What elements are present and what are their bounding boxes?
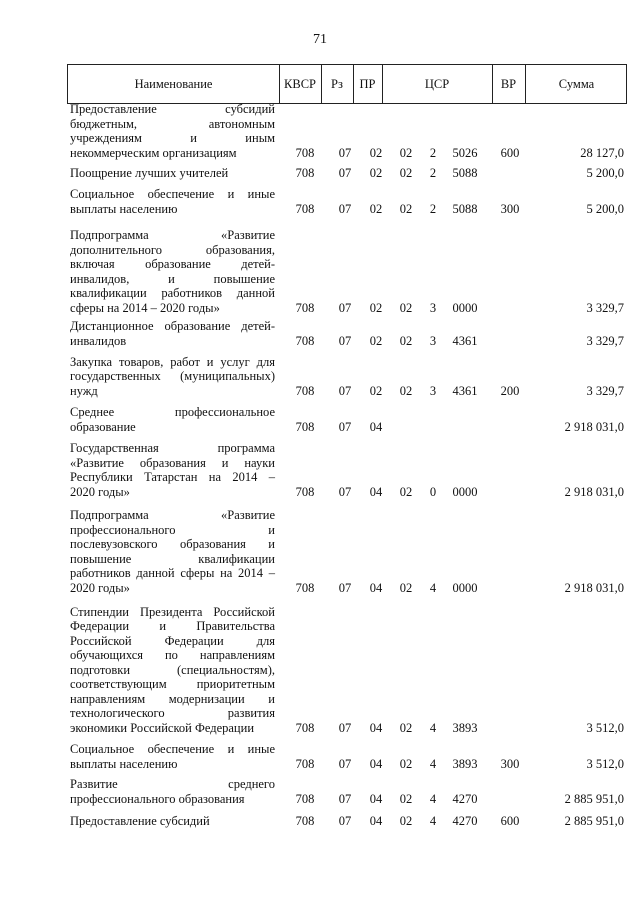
- cell-csr-subprogram: 4: [429, 580, 437, 595]
- cell-kvsr: 708: [295, 484, 315, 499]
- cell-csr-subprogram: 4: [429, 813, 437, 828]
- cell-vr: 200: [500, 383, 520, 398]
- header-divider: [382, 65, 383, 103]
- name-line: 2020 годы»: [70, 580, 130, 595]
- cell-pr: 04: [369, 419, 383, 434]
- header-kvsr: КВСР: [284, 77, 316, 91]
- cell-csr-subprogram: 4: [429, 791, 437, 806]
- cell-csr-program: 02: [399, 484, 413, 499]
- cell-csr-item: 3893: [452, 720, 478, 735]
- cell-sum: 2 885 951,0: [564, 791, 624, 806]
- cell-kvsr: 708: [295, 720, 315, 735]
- cell-csr-item: 3893: [452, 756, 478, 771]
- cell-rz: 07: [338, 756, 352, 771]
- cell-name: [70, 319, 275, 348]
- header-divider: [492, 65, 493, 103]
- cell-name: [70, 605, 275, 736]
- name-line: инвалидов: [70, 333, 127, 348]
- cell-name: [70, 441, 275, 499]
- name-line: образование: [70, 419, 136, 434]
- cell-rz: 07: [338, 791, 352, 806]
- cell-vr: 600: [500, 145, 520, 160]
- name-line: нужд: [70, 383, 98, 398]
- header-csr: ЦСР: [424, 77, 450, 91]
- cell-csr-item: 0000: [452, 300, 478, 315]
- cell-pr: 04: [369, 756, 383, 771]
- header-pr: ПР: [359, 77, 376, 91]
- cell-kvsr: 708: [295, 165, 315, 180]
- header-divider: [321, 65, 322, 103]
- cell-pr: 04: [369, 580, 383, 595]
- cell-sum: 3 329,7: [586, 383, 624, 398]
- cell-pr: 04: [369, 720, 383, 735]
- name-line: Республики Татарстан на 2014 –: [70, 470, 275, 484]
- name-line: дополнительного образования,: [70, 242, 275, 257]
- header-rz: Рз: [331, 77, 343, 91]
- cell-sum: 28 127,0: [580, 145, 624, 160]
- name-line: соответствующим приоритетным: [70, 677, 275, 691]
- cell-vr: 600: [500, 813, 520, 828]
- header-sum: Сумма: [558, 77, 595, 91]
- table-row: [0, 166, 640, 181]
- cell-rz: 07: [338, 813, 352, 828]
- cell-pr: 04: [369, 813, 383, 828]
- name-line: Поощрение лучших учителей: [70, 165, 229, 180]
- name-line: Предоставление субсидий: [70, 813, 210, 828]
- cell-vr: 300: [500, 756, 520, 771]
- cell-kvsr: 708: [295, 419, 315, 434]
- cell-name: [70, 166, 275, 181]
- cell-csr-item: 0000: [452, 484, 478, 499]
- table-row: [0, 777, 640, 806]
- cell-csr-program: 02: [399, 580, 413, 595]
- table-row: [0, 605, 640, 736]
- name-line: сферы на 2014 – 2020 годы»: [70, 300, 220, 315]
- table-row: [0, 405, 640, 434]
- cell-sum: 2 918 031,0: [564, 419, 624, 434]
- name-line: Федерации и Правительства: [70, 619, 275, 633]
- header-divider: [353, 65, 354, 103]
- cell-csr-subprogram: 3: [429, 333, 437, 348]
- name-line: направлениям модернизации и: [70, 691, 275, 706]
- cell-sum: 3 329,7: [586, 300, 624, 315]
- cell-sum: 3 512,0: [586, 720, 624, 735]
- cell-pr: 02: [369, 201, 383, 216]
- cell-pr: 02: [369, 165, 383, 180]
- cell-csr-item: 4361: [452, 383, 478, 398]
- cell-pr: 02: [369, 145, 383, 160]
- name-line: государственных (муниципальных): [70, 369, 275, 383]
- cell-name: [70, 102, 275, 160]
- cell-csr-program: 02: [399, 333, 413, 348]
- cell-pr: 02: [369, 333, 383, 348]
- name-line: выплаты населению: [70, 201, 178, 216]
- name-line: экономики Российской Федерации: [70, 720, 255, 735]
- cell-pr: 02: [369, 383, 383, 398]
- cell-csr-subprogram: 4: [429, 756, 437, 771]
- cell-csr-program: 02: [399, 300, 413, 315]
- table-row: [0, 355, 640, 399]
- header-divider: [279, 65, 280, 103]
- header-vr: ВР: [500, 77, 517, 91]
- name-line: Социальное обеспечение и иные: [70, 742, 275, 756]
- cell-rz: 07: [338, 419, 352, 434]
- cell-kvsr: 708: [295, 333, 315, 348]
- table-header: [67, 64, 627, 104]
- cell-csr-item: 0000: [452, 580, 478, 595]
- cell-csr-item: 4270: [452, 813, 478, 828]
- cell-sum: 3 329,7: [586, 333, 624, 348]
- header-name: Наименование: [134, 77, 213, 91]
- cell-kvsr: 708: [295, 813, 315, 828]
- cell-name: [70, 228, 275, 315]
- name-line: профессионального образования: [70, 791, 245, 806]
- name-line: подготовки (специальностям),: [70, 662, 275, 677]
- name-line: работников данной сферы на 2014 –: [70, 566, 275, 580]
- name-line: Предоставление субсидий: [70, 102, 275, 116]
- name-line: Развитие среднего: [70, 777, 275, 791]
- cell-rz: 07: [338, 201, 352, 216]
- name-line: некоммерческим организациям: [70, 145, 237, 160]
- name-line: включая образование детей-: [70, 257, 275, 271]
- name-line: «Развитие образования и науки: [70, 455, 275, 470]
- cell-csr-program: 02: [399, 720, 413, 735]
- cell-rz: 07: [338, 300, 352, 315]
- cell-kvsr: 708: [295, 201, 315, 216]
- name-line: Подпрограмма «Развитие: [70, 508, 275, 522]
- cell-sum: 2 918 031,0: [564, 580, 624, 595]
- table-row: [0, 319, 640, 348]
- cell-csr-program: 02: [399, 145, 413, 160]
- table-row: [0, 508, 640, 595]
- cell-name: [70, 355, 275, 399]
- table-row: [0, 441, 640, 499]
- cell-kvsr: 708: [295, 300, 315, 315]
- header-divider: [525, 65, 526, 103]
- cell-rz: 07: [338, 383, 352, 398]
- cell-csr-item: 5088: [452, 201, 478, 216]
- name-line: технологического развития: [70, 706, 275, 720]
- cell-pr: 04: [369, 484, 383, 499]
- cell-rz: 07: [338, 145, 352, 160]
- table-row: [0, 102, 640, 160]
- name-line: Стипендии Президента Российской: [70, 604, 275, 619]
- cell-name: [70, 742, 275, 771]
- cell-csr-program: 02: [399, 383, 413, 398]
- cell-csr-item: 5026: [452, 145, 478, 160]
- name-line: Государственная программа: [70, 441, 275, 455]
- cell-csr-item: 5088: [452, 165, 478, 180]
- cell-kvsr: 708: [295, 791, 315, 806]
- cell-rz: 07: [338, 333, 352, 348]
- cell-rz: 07: [338, 580, 352, 595]
- cell-csr-subprogram: 2: [429, 201, 437, 216]
- name-line: учреждениям и иным: [70, 131, 275, 145]
- page-number: 71: [313, 32, 327, 47]
- cell-name: [70, 508, 275, 595]
- name-line: бюджетным, автономным: [70, 116, 275, 131]
- cell-csr-subprogram: 2: [429, 145, 437, 160]
- name-line: послевузовского образования и: [70, 537, 275, 551]
- cell-pr: 02: [369, 300, 383, 315]
- name-line: квалификации работников данной: [70, 286, 275, 300]
- name-line: инвалидов, и повышение: [70, 271, 275, 286]
- cell-name: [70, 187, 275, 216]
- name-line: Подпрограмма «Развитие: [70, 228, 275, 242]
- table-row: [0, 187, 640, 216]
- table-row: [0, 742, 640, 771]
- name-line: Российской Федерации для: [70, 633, 275, 648]
- table-row: [0, 228, 640, 315]
- cell-csr-subprogram: 0: [429, 484, 437, 499]
- cell-kvsr: 708: [295, 580, 315, 595]
- name-line: Социальное обеспечение и иные: [70, 187, 275, 201]
- cell-kvsr: 708: [295, 145, 315, 160]
- cell-vr: 300: [500, 201, 520, 216]
- name-line: Дистанционное образование детей-: [70, 319, 275, 333]
- name-line: выплаты населению: [70, 756, 178, 771]
- name-line: Среднее профессиональное: [70, 405, 275, 419]
- cell-csr-item: 4270: [452, 791, 478, 806]
- cell-name: [70, 814, 275, 829]
- cell-sum: 3 512,0: [586, 756, 624, 771]
- cell-csr-subprogram: 4: [429, 720, 437, 735]
- cell-name: [70, 777, 275, 806]
- cell-kvsr: 708: [295, 756, 315, 771]
- cell-csr-program: 02: [399, 201, 413, 216]
- cell-rz: 07: [338, 720, 352, 735]
- cell-rz: 07: [338, 165, 352, 180]
- cell-csr-item: 4361: [452, 333, 478, 348]
- table-row: [0, 814, 640, 829]
- name-line: Закупка товаров, работ и услуг для: [70, 354, 275, 369]
- cell-kvsr: 708: [295, 383, 315, 398]
- name-line: профессионального и: [70, 522, 275, 537]
- name-line: обучающихся по направлениям: [70, 648, 275, 662]
- cell-csr-subprogram: 3: [429, 300, 437, 315]
- cell-sum: 2 918 031,0: [564, 484, 624, 499]
- cell-csr-program: 02: [399, 756, 413, 771]
- cell-csr-program: 02: [399, 791, 413, 806]
- name-line: повышение квалификации: [70, 551, 275, 566]
- cell-sum: 2 885 951,0: [564, 813, 624, 828]
- cell-sum: 5 200,0: [586, 165, 624, 180]
- cell-sum: 5 200,0: [586, 201, 624, 216]
- name-line: 2020 годы»: [70, 484, 130, 499]
- cell-name: [70, 405, 275, 434]
- cell-csr-program: 02: [399, 165, 413, 180]
- cell-rz: 07: [338, 484, 352, 499]
- cell-pr: 04: [369, 791, 383, 806]
- cell-csr-subprogram: 3: [429, 383, 437, 398]
- cell-csr-subprogram: 2: [429, 165, 437, 180]
- cell-csr-program: 02: [399, 813, 413, 828]
